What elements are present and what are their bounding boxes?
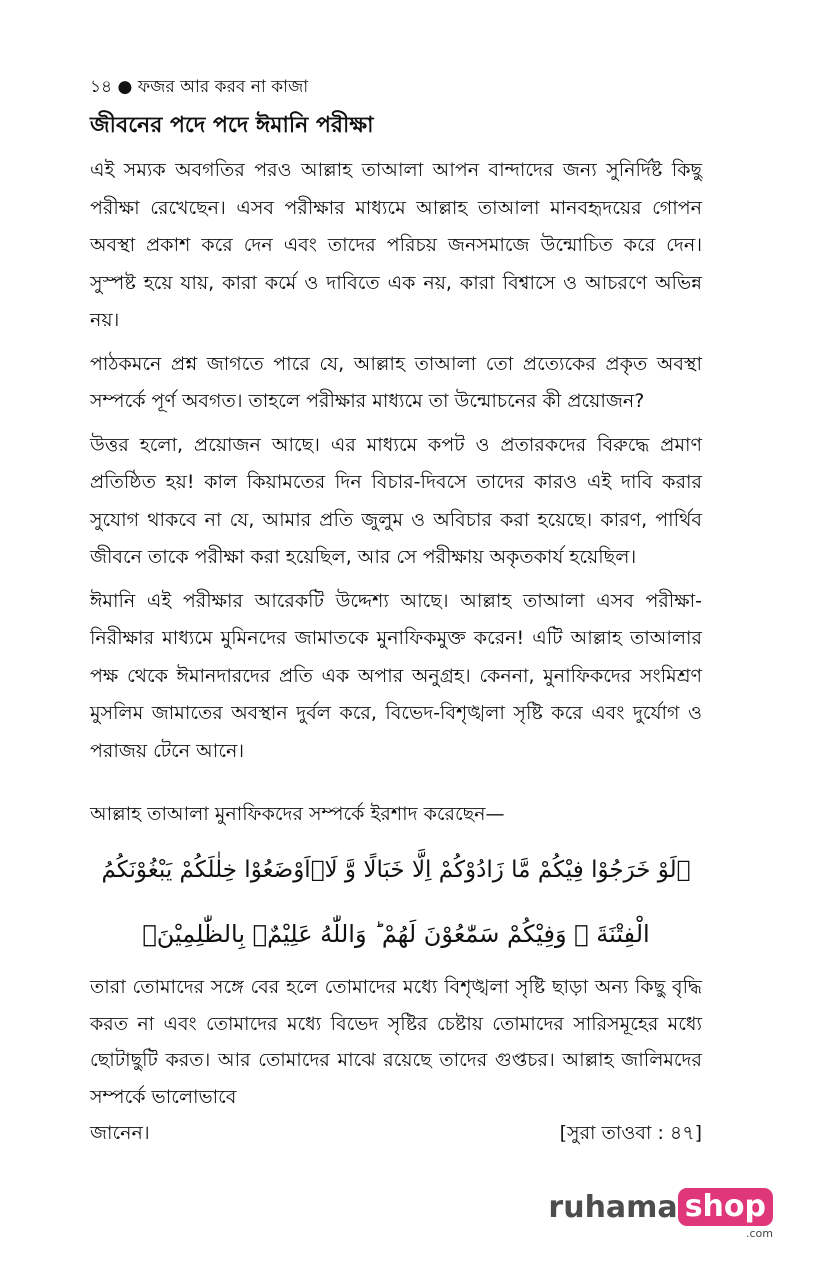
running-header: ১৪ ● ফজর আর করব না কাজা: [90, 77, 309, 97]
logo-suffix: .com: [746, 1227, 773, 1240]
paragraph-3: উত্তর হলো, প্রয়োজন আছে। এর মাধ্যমে কপট ও প্রতারকদের বিরুদ্ধে প্রমাণ প্রতিষ্ঠিত হয়! কাল কিয়ামতের দিন বিচার-দিবসে তাদের কারও এই দাবি করার সুযোগ থাকবে না যে, আমার প্রতি জুলুম ও অবিচার করা হয়েছে। কারণ, পার্থিব জীবনে তাকে পরীক্ষা করা হয়েছিল, আর সে পরীক্ষায় অকৃতকার্য হয়েছিল।: [90, 433, 702, 568]
verse-translation: তারা তোমাদের সঙ্গে বের হলে তোমাদের মধ্যে বিশৃঙ্খলা সৃষ্টি ছাড়া অন্য কিছু বৃদ্ধি করত না এবং তোমাদের মধ্যে বিভেদ সৃষ্টির চেষ্টায় তোমাদের সারিসমূহের মধ্যে ছোটাছুটি করত। আর তোমাদের মাঝে রয়েছে তাদের গুপ্তচর। আল্লাহ জালিমদের সম্পর্কে ভালোভাবে: [90, 976, 702, 1108]
quran-verse-line-2: الْفِتْنَةَ ۚ وَفِيْكُمْ سَمّٰعُوْنَ لَهُمْ ؕ وَاللّٰهُ عَلِيْمٌۢ بِالظّٰلِمِيْنَ﴾: [142, 920, 650, 948]
logo-shop-badge: shop: [678, 1188, 773, 1226]
quote-intro: আল্লাহ তাআলা মুনাফিকদের সম্পর্কে ইরশাদ করেছেন—: [90, 803, 505, 825]
section-heading: জীবনের পদে পদে ঈমানি পরীক্ষা: [90, 113, 374, 138]
paragraph-4: ঈমানি এই পরীক্ষার আরেকটি উদ্দেশ্য আছে। আল্লাহ তাআলা এসব পরীক্ষা-নিরীক্ষার মাধ্যমে মুমিনদের জামাতকে মুনাফিকমুক্ত করেন! এটি আল্লাহ তাআলার পক্ষ থেকে ঈমানদারদের প্রতি এক অপার অনুগ্রহ। কেননা, মুনাফিকদের সংমিশ্রণ মুসলিম জামাতের অবস্থান দুর্বল করে, বিভেদ-বিশৃঙ্খলা সৃষ্টি করে এবং দুর্যোগ ও পরাজয় টেনে আনে।: [90, 589, 702, 762]
paragraph-2: পাঠকমনে প্রশ্ন জাগতে পারে যে, আল্লাহ তাআলা তো প্রত্যেকের প্রকৃত অবস্থা সম্পর্কে পূর্ণ অবগত। তাহলে পরীক্ষার মাধ্যমে তা উন্মোচনের কী প্রয়োজন?: [90, 352, 702, 412]
translation-last-line: [90, 1115, 702, 1152]
verse-reference: [সুরা তাওবা : ৪৭]: [559, 1122, 702, 1144]
quran-verse-line-1: ﴿لَوْ خَرَجُوْا فِيْكُمْ مَّا زَادُوْكُمْ اِلَّا خَبَالًا وَّ لَاۡاَوْضَعُوْا خِلٰلَكُمْ يَبْغُوْنَكُمُ: [101, 857, 691, 883]
ruhamashop-logo: [548, 1188, 773, 1241]
book-page: [90, 72, 702, 1152]
translation-last-word: জানেন।: [90, 1122, 150, 1144]
logo-word: ruhama: [548, 1190, 678, 1225]
paragraph-1: এই সম্যক অবগতির পরও আল্লাহ তাআলা আপন বান্দাদের জন্য সুনির্দিষ্ট কিছু পরীক্ষা রেখেছেন। এসব পরীক্ষার মাধ্যমে আল্লাহ তাআলা মানবহৃদয়ের গোপন অবস্থা প্রকাশ করে দেন এবং তাদের পরিচয় জনসমাজে উন্মোচিত করে দেন। সুস্পষ্ট হয়ে যায়, কারা কর্মে ও দাবিতে এক নয়, কারা বিশ্বাসে ও আচরণে অভিন্ন নয়।: [90, 159, 702, 331]
logo-badge-group: [678, 1188, 773, 1241]
